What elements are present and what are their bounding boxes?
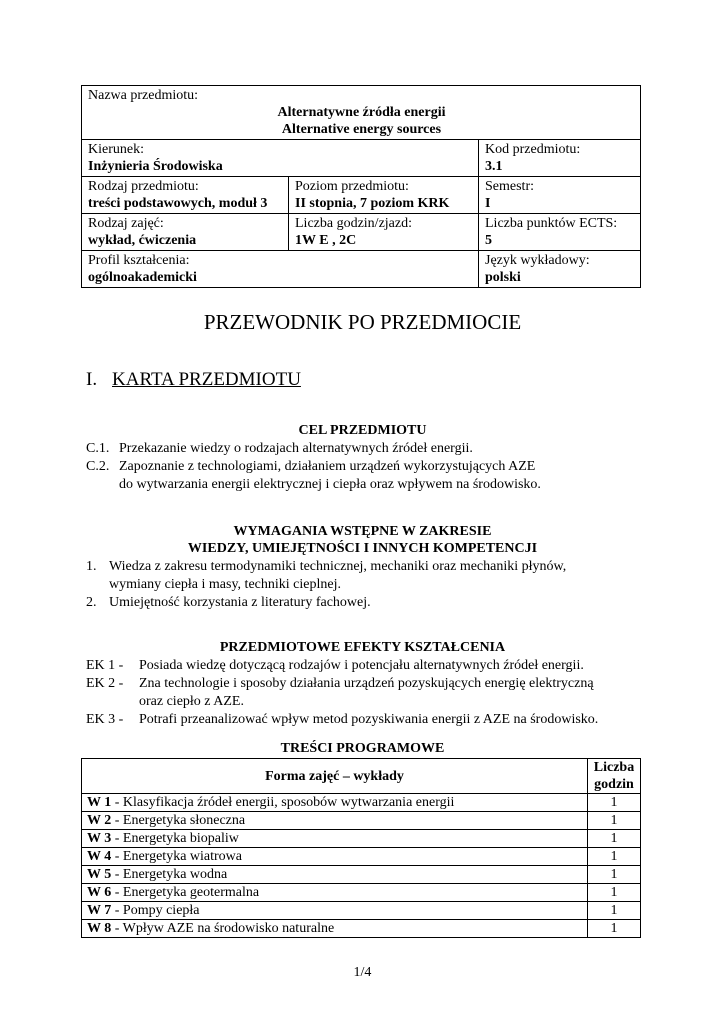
ects-cell <box>479 214 641 251</box>
hours-header-line-1: Liczba <box>593 760 635 775</box>
goal-text: do wytwarzania energii elektrycznej i ciepła oraz wpływem na środowisko. <box>119 477 541 492</box>
row-code: W 1 <box>87 795 112 810</box>
row-code: W 3 <box>87 831 112 846</box>
list-item-continuation <box>86 693 646 711</box>
requirement-text: Umiejętność korzystania z literatury fachowej. <box>109 595 371 610</box>
outcome-key: EK 2 - <box>86 676 124 691</box>
hours-cell <box>289 214 479 251</box>
course-code-cell <box>479 140 641 177</box>
direction-row <box>82 140 641 177</box>
row-hours: 1 <box>588 830 641 848</box>
requirement-text: Wiedza z zakresu termodynamiki technicznej, mechaniki oraz mechaniki płynów, <box>109 559 567 574</box>
row-code: W 5 <box>87 867 112 882</box>
list-item <box>86 594 646 612</box>
profile-value: ogólnoakademicki <box>88 270 197 285</box>
requirement-text: wymiany ciepła i masy, techniki cieplnej. <box>109 577 341 592</box>
hours-column-header <box>588 759 641 794</box>
hours-label: Liczba godzin/zjazd: <box>295 216 412 231</box>
type-row <box>82 177 641 214</box>
requirements-list <box>86 558 646 612</box>
row-code: W 7 <box>87 903 112 918</box>
course-level-value: II stopnia, 7 poziom KRK <box>295 196 450 211</box>
outcome-key: EK 1 - <box>86 658 124 673</box>
row-hours: 1 <box>588 848 641 866</box>
requirements-heading-1: WYMAGANIA WSTĘPNE W ZAKRESIE <box>233 524 492 539</box>
course-level-label: Poziom przedmiotu: <box>295 179 409 194</box>
list-item-continuation <box>86 476 646 494</box>
page-title: PRZEWODNIK PO PRZEDMIOCIE <box>203 310 522 334</box>
hours-value: 1W E , 2C <box>295 233 357 248</box>
list-item <box>86 558 646 576</box>
program-header-row <box>82 759 641 794</box>
profile-cell <box>82 251 479 288</box>
row-text: - Klasyfikacja źródeł energii, sposobów wytwarzania energii <box>111 795 455 810</box>
table-row <box>82 794 641 812</box>
list-item <box>86 675 646 693</box>
requirements-heading-2: WIEDZY, UMIEJĘTNOŚCI I INNYCH KOMPETENCJI <box>187 541 538 556</box>
ects-value: 5 <box>485 233 492 248</box>
outcomes-list <box>86 657 646 729</box>
course-type-value: treści podstawowych, moduł 3 <box>88 196 268 211</box>
row-code: W 2 <box>87 813 112 828</box>
section-title: KARTA PRZEDMIOTU <box>112 369 301 390</box>
section-heading <box>86 368 301 392</box>
requirement-key: 2. <box>86 595 97 610</box>
program-table <box>81 758 641 938</box>
page-number: 1/4 <box>353 965 372 980</box>
row-text: - Energetyka słoneczna <box>111 813 246 828</box>
course-type-cell <box>82 177 289 214</box>
semester-label: Semestr: <box>485 179 534 194</box>
goal-key: C.2. <box>86 459 110 474</box>
course-level-cell <box>289 177 479 214</box>
table-row <box>82 884 641 902</box>
program-heading: TREŚCI PROGRAMOWE <box>280 741 445 756</box>
outcome-text: Potrafi przeanalizować wpływ metod pozyskiwania energii z AZE na środowisko. <box>139 712 599 727</box>
course-name-en: Alternative energy sources <box>281 122 442 137</box>
outcome-text: Posiada wiedzę dotyczącą rodzajów i potencjału alternatywnych źródeł energii. <box>139 658 584 673</box>
course-name-row <box>82 86 641 140</box>
class-type-label: Rodzaj zajęć: <box>88 216 164 231</box>
row-code: W 6 <box>87 885 112 900</box>
list-item-continuation <box>86 576 646 594</box>
course-code-value: 3.1 <box>485 159 503 174</box>
table-row <box>82 902 641 920</box>
goals-heading: CEL PRZEDMIOTU <box>298 423 427 438</box>
course-code-label: Kod przedmiotu: <box>485 142 581 157</box>
outcome-text: Zna technologie i sposoby działania urządzeń pozyskujących energię elektryczną <box>139 676 594 691</box>
row-text: - Energetyka biopaliw <box>111 831 239 846</box>
table-row <box>82 920 641 938</box>
row-code: W 8 <box>87 921 112 936</box>
direction-value: Inżynieria Środowiska <box>88 159 223 174</box>
row-text: - Wpływ AZE na środowisko naturalne <box>111 921 335 936</box>
row-text: - Energetyka geotermalna <box>111 885 260 900</box>
row-text: - Pompy ciepła <box>111 903 200 918</box>
section-number: I. <box>86 369 98 390</box>
list-item <box>86 458 646 476</box>
row-code: W 4 <box>87 849 112 864</box>
language-cell <box>479 251 641 288</box>
outcome-key: EK 3 - <box>86 712 124 727</box>
row-hours: 1 <box>588 902 641 920</box>
row-hours: 1 <box>588 866 641 884</box>
form-column-header: Forma zajęć – wykłady <box>82 759 588 794</box>
direction-label: Kierunek: <box>88 142 144 157</box>
profile-row <box>82 251 641 288</box>
ects-label: Liczba punktów ECTS: <box>485 216 618 231</box>
language-value: polski <box>485 270 521 285</box>
semester-cell <box>479 177 641 214</box>
course-name-label: Nazwa przedmiotu: <box>88 88 199 103</box>
classes-row <box>82 214 641 251</box>
row-hours: 1 <box>588 884 641 902</box>
course-name-pl: Alternatywne źródła energii <box>277 105 446 120</box>
requirement-key: 1. <box>86 559 97 574</box>
table-row <box>82 830 641 848</box>
outcomes-heading: PRZEDMIOTOWE EFEKTY KSZTAŁCENIA <box>219 640 506 655</box>
direction-cell <box>82 140 479 177</box>
course-type-label: Rodzaj przedmiotu: <box>88 179 199 194</box>
goals-list <box>86 440 646 494</box>
class-type-cell <box>82 214 289 251</box>
profile-label: Profil kształcenia: <box>88 253 190 268</box>
list-item <box>86 657 646 675</box>
goal-key: C.1. <box>86 441 110 456</box>
semester-value: I <box>485 196 491 211</box>
list-item <box>86 711 646 729</box>
language-label: Język wykładowy: <box>485 253 590 268</box>
row-text: - Energetyka wodna <box>111 867 228 882</box>
table-row <box>82 866 641 884</box>
goal-text: Przekazanie wiedzy o rodzajach alternatywnych źródeł energii. <box>119 441 473 456</box>
row-hours: 1 <box>588 812 641 830</box>
table-row <box>82 848 641 866</box>
list-item <box>86 440 646 458</box>
course-info-table <box>81 85 641 288</box>
outcome-text: oraz ciepło z AZE. <box>139 694 244 709</box>
class-type-value: wykład, ćwiczenia <box>88 233 197 248</box>
row-hours: 1 <box>588 794 641 812</box>
table-row <box>82 812 641 830</box>
hours-header-line-2: godzin <box>594 777 634 792</box>
row-text: - Energetyka wiatrowa <box>111 849 242 864</box>
course-name-cell <box>82 86 641 140</box>
goal-text: Zapoznanie z technologiami, działaniem urządzeń wykorzystujących AZE <box>119 459 536 474</box>
row-hours: 1 <box>588 920 641 938</box>
